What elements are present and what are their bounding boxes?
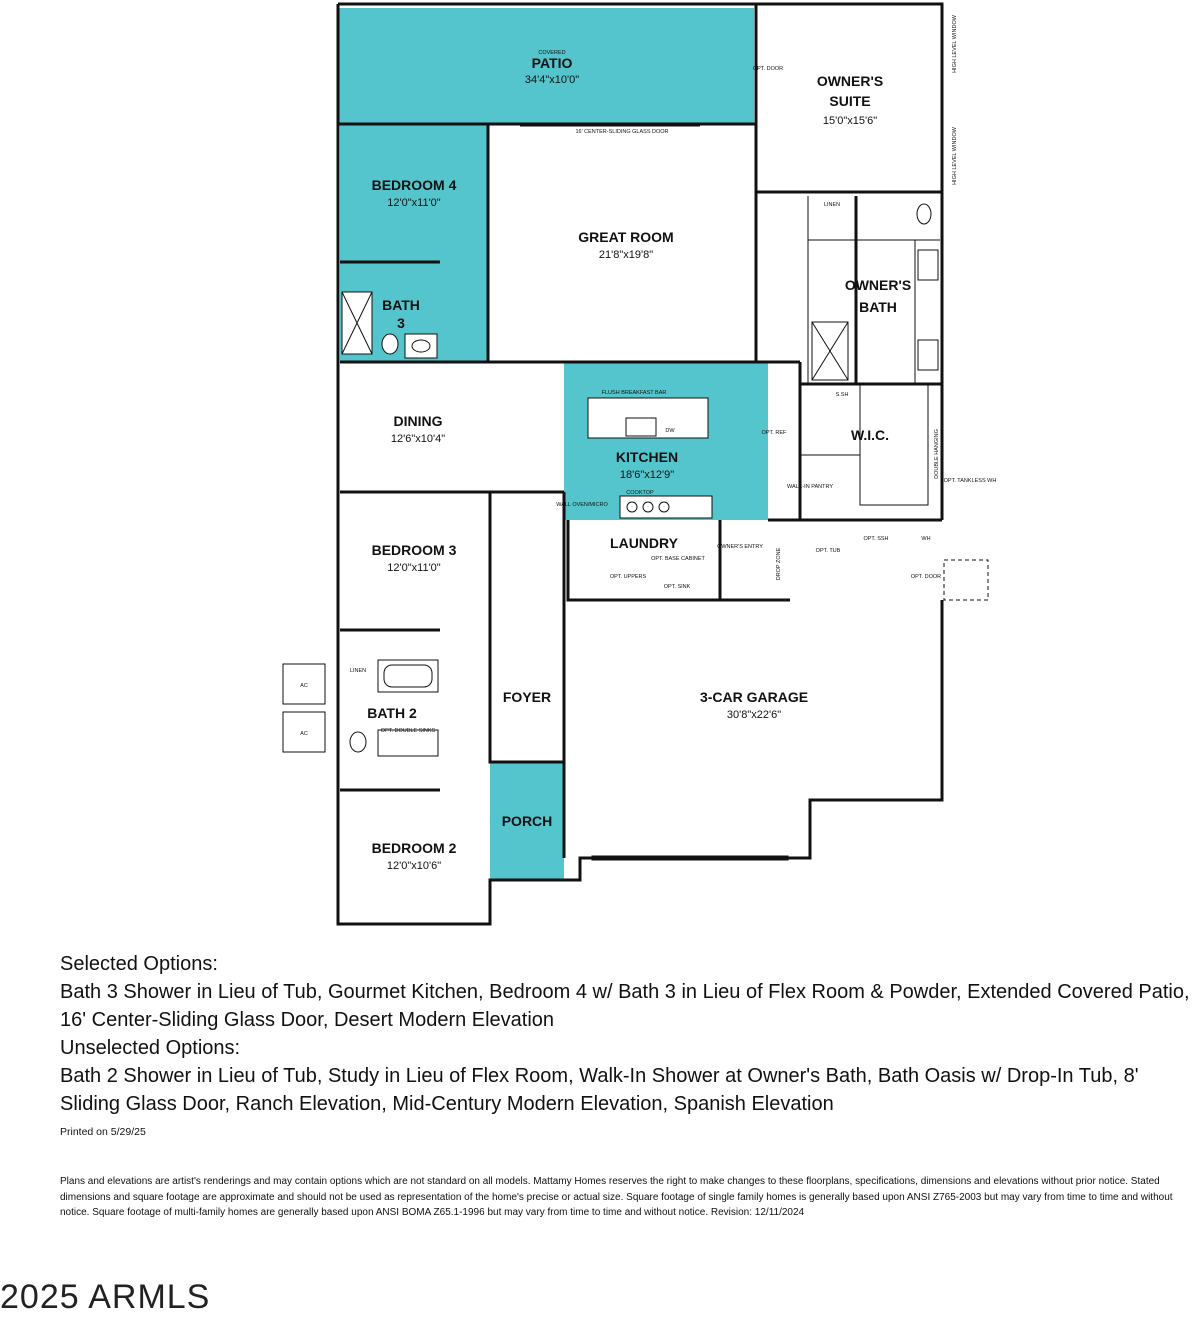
plan-label-7: OPT. REF [761,430,787,436]
plan-label-40: BATH [859,299,897,315]
plan-shape-21 [918,340,938,370]
plan-label-4: LINEN [823,202,841,208]
plan-label-39: OWNER'S [844,277,912,293]
plan-label-17: OPT. UPPERS [609,574,647,580]
plan-label-14: WH [921,536,931,542]
plan-shape-33 [659,502,669,512]
plan-label-35: GREAT ROOM [578,229,674,245]
plan-label-2: AC [300,731,308,737]
plan-label-6: DW [665,428,675,434]
bath2-toilet [350,732,366,752]
plan-label-21: S.SH [835,392,849,398]
plan-label-16: OPT. BASE CABINET [651,556,705,562]
plan-label-46: BEDROOM 3 [371,542,457,558]
plan-label-11: OPT. TANKLESS WH [943,478,997,484]
opt-door-box [944,560,988,600]
plan-label-13: OPT. SSH [863,536,889,542]
plan-label-10: WALK-IN PANTRY [786,484,834,490]
plan-label-22: OPT. DOOR [910,574,942,580]
plan-shape-20 [918,250,938,280]
plan-label-18: OPT. SINK [663,584,691,590]
plan-label-26: DROP ZONE [776,547,782,581]
plan-shape-15 [412,340,430,352]
selected-options-text: Bath 3 Shower in Lieu of Tub, Gourmet Kitchen, Bedroom 4 w/ Bath 3 in Lieu of Flex Room & Powder, Extended Covered Patio, 16' Center-Sliding Glass Door, Desert Modern Elevation [60,981,1190,1031]
plan-shape-31 [627,502,637,512]
watermark: 2025 ARMLS [0,1278,211,1316]
plan-label-37: BATH [382,297,420,313]
plan-label-51: 30'8"x22'6" [726,709,782,721]
plan-label-3: OPT. DOOR [752,66,784,72]
unselected-options-text: Bath 2 Shower in Lieu of Tub, Study in Lieu of Flex Room, Walk-In Shower at Owner's Bath, Bath Oasis w/ Drop-In Tub, 8' Sliding Glass Door, Ranch Elevation, Mid-Century Modern Elevation, Spanish Elevation [60,1065,1139,1115]
selected-options-heading: Selected Options: [60,953,218,975]
printed-date: Printed on 5/29/25 [60,1126,146,1138]
plan-label-29: 34'4"x10'0" [524,74,580,86]
unselected-options-heading: Unselected Options: [60,1037,241,1059]
plan-label-28: PATIO [531,55,573,71]
disclaimer: Plans and elevations are artist's renderings and may contain options which are not standard on all models. Mattamy Homes reserves the right to make changes to these floorplans, specifications, dimensions and elevations without prior notice. Stated dimensions and square footage are approximate and should not be used as representation of the home's precise or actual size. Square footage of single family homes is generally based upon ANSI Z765-2003 but may vary from time to time and without notice. Square footage of multi-family homes are generally based upon ANSI BOMA Z65.1-1996 but may vary from time to time and without notice. Revision: 12/11/2024 [60,1176,1173,1218]
plan-label-48: LAUNDRY [610,535,678,551]
plan-label-49: FOYER [502,689,552,705]
options-notes [60,950,1190,1118]
plan-label-31: SUITE [829,93,871,109]
plan-label-41: DINING [393,413,443,429]
plan-label-19: LINEN [349,668,367,674]
plan-label-27: COVERED [538,50,566,56]
plan-label-38: 3 [397,315,405,331]
plan-label-23: HIGH LEVEL WINDOW [952,15,958,73]
plan-label-24: HIGH LEVEL WINDOW [952,127,958,185]
plan-label-20: OPT. DOUBLE SINKS [380,728,436,734]
plan-shape-23 [384,665,432,687]
plan-label-47: 12'0"x11'0" [387,562,441,574]
plan-label-52: BATH 2 [367,705,417,721]
plan-label-5: FLUSH BREAKFAST BAR [601,390,667,396]
plan-label-55: 12'0"x10'6" [386,860,442,872]
plan-label-32: 15'0"x15'6" [822,115,878,127]
plan-label-42: 12'6"x10'4" [390,433,446,445]
plan-label-53: PORCH [501,813,553,829]
plan-label-9: WALL OVEN/MICRO [556,502,608,508]
owner-toilet [917,204,931,224]
plan-label-34: 12'0"x11'0" [387,197,441,209]
plan-label-1: AC [300,683,308,689]
plan-label-43: KITCHEN [615,449,679,465]
plan-shape-32 [643,502,653,512]
plan-label-54: BEDROOM 2 [371,840,457,856]
plan-label-30: OWNER'S [816,73,884,89]
bath3-toilet [382,334,398,354]
plan-label-44: 18'6"x12'9" [619,469,675,481]
plan-label-8: COOKTOP [626,490,654,496]
plan-label-36: 21'8"x19'8" [598,249,654,261]
plan-label-50: 3-CAR GARAGE [699,689,809,705]
plan-label-45: W.I.C. [850,427,890,443]
glass-door-label: 16' CENTER-SLIDING GLASS DOOR [575,129,669,135]
plan-shape-29 [626,418,656,436]
plan-label-12: OPT. TUB [815,548,841,554]
plan-label-25: DOUBLE HANGING [934,429,940,479]
plan-label-15: OWNER'S ENTRY [717,544,763,550]
plan-label-33: BEDROOM 4 [371,177,457,193]
